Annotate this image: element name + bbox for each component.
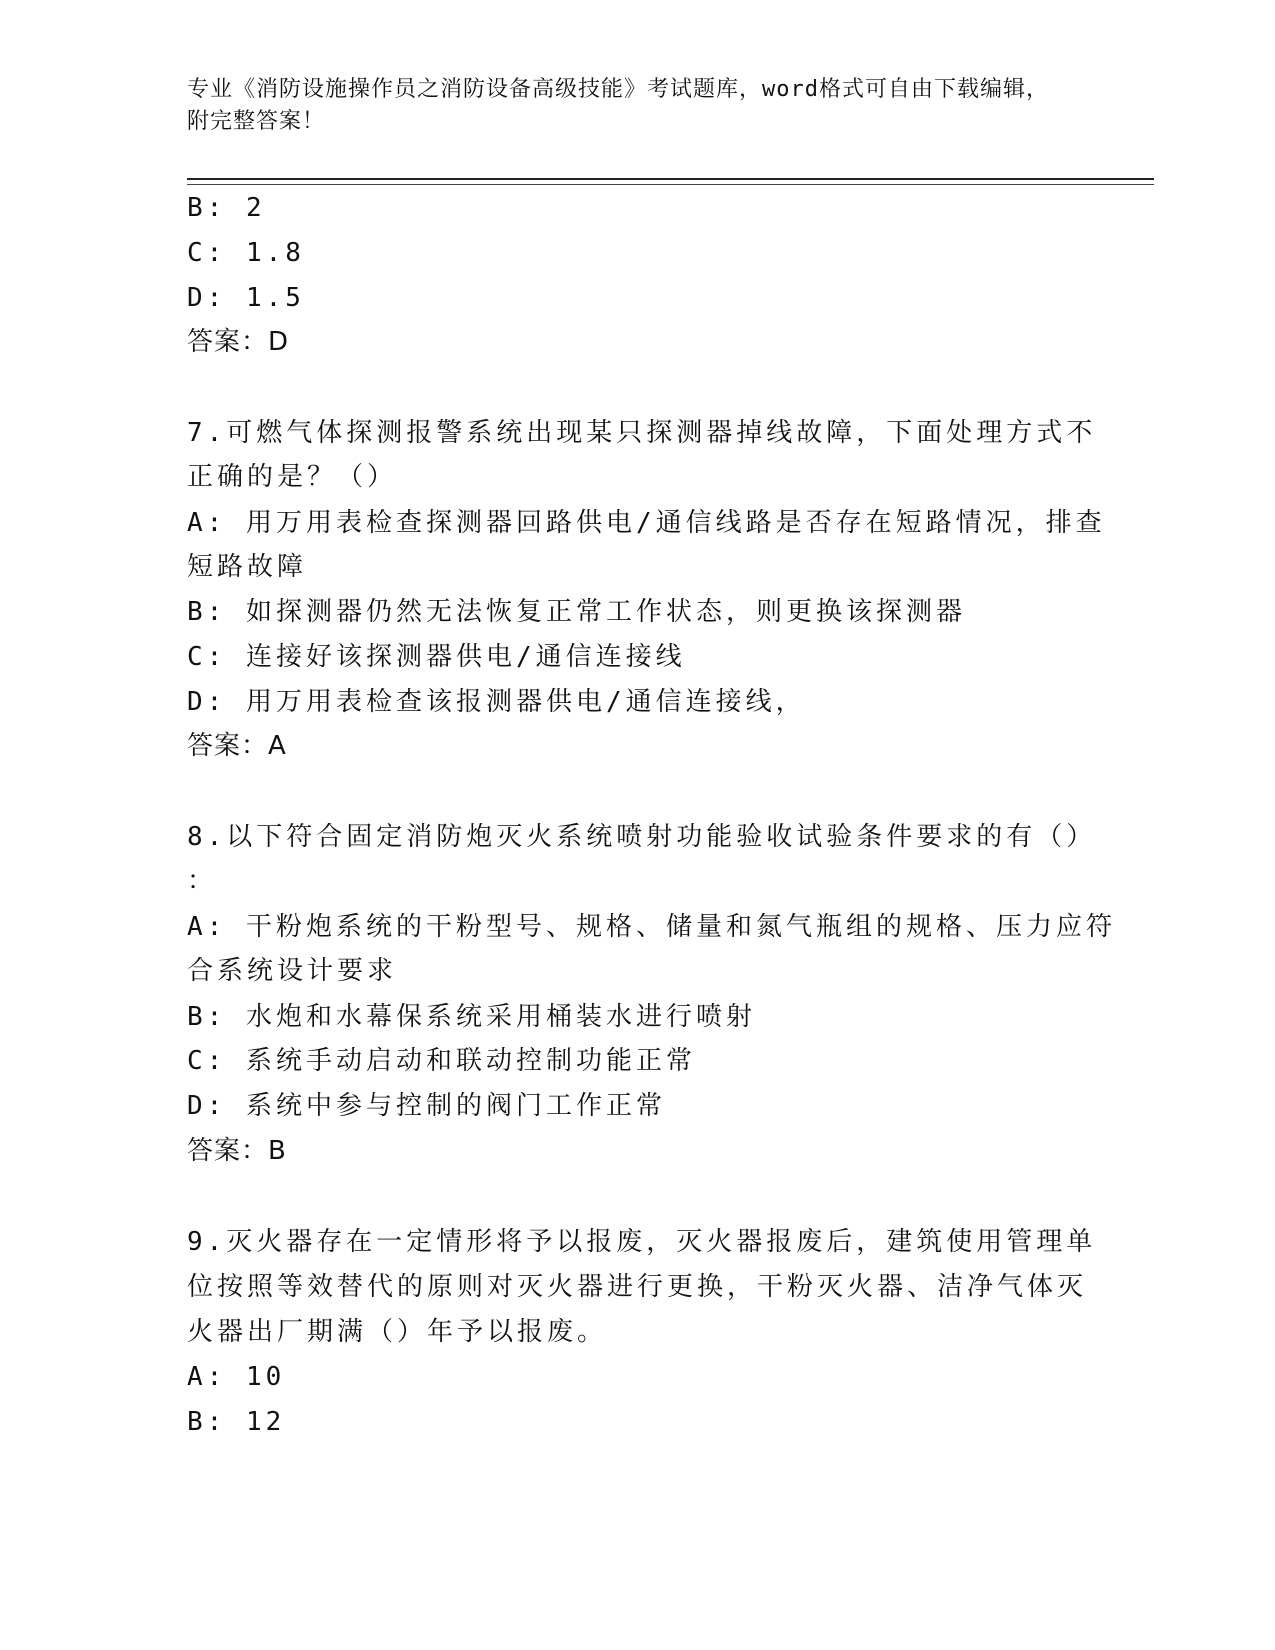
header-divider-thin: [187, 184, 1154, 185]
q8-stem-line-2: ：: [187, 866, 218, 896]
q7-answer: 答案：A: [187, 731, 287, 761]
header-divider-thick: [187, 178, 1154, 180]
q6-answer: 答案：D: [187, 327, 290, 357]
q7-stem-line-1: 7.可燃气体探测报警系统出现某只探测器掉线故障，下面处理方式不: [187, 418, 1097, 448]
q8-stem-line-1: 8.以下符合固定消防炮灭火系统喷射功能验收试验条件要求的有（）: [187, 822, 1097, 852]
q7-option-b: B: 如探测器仍然无法恢复正常工作状态，则更换该探测器: [187, 597, 966, 627]
q6-option-d: D: 1.5: [187, 283, 305, 313]
q6-option-b: B: 2: [187, 193, 266, 223]
q8-option-d: D: 系统中参与控制的阀门工作正常: [187, 1091, 666, 1121]
q7-option-d: D: 用万用表检查该报测器供电/通信连接线，: [187, 687, 806, 717]
q9-option-a: A: 10: [187, 1362, 286, 1392]
q9-option-b: B: 12: [187, 1407, 286, 1437]
q7-option-a-line-2: 短路故障: [187, 552, 308, 582]
q9-stem-line-3: 火器出厂期满（）年予以报废。: [187, 1317, 608, 1347]
q7-option-c: C: 连接好该探测器供电/通信连接线: [187, 642, 686, 672]
q7-option-a-line-1: A: 用万用表检查探测器回路供电/通信线路是否存在短路情况，排查: [187, 508, 1106, 538]
q8-option-b: B: 水炮和水幕保系统采用桶装水进行喷射: [187, 1002, 756, 1032]
q8-option-a-line-2: 合系统设计要求: [187, 956, 398, 986]
q9-stem-line-1: 9.灭火器存在一定情形将予以报废，灭火器报废后，建筑使用管理单: [187, 1227, 1097, 1257]
q7-stem-line-2: 正确的是？（）: [187, 462, 398, 492]
q8-answer: 答案：B: [187, 1136, 287, 1166]
document-header: 专业《消防设施操作员之消防设备高级技能》考试题库，word格式可自由下载编辑，附完整答案！: [187, 77, 1049, 134]
q6-option-c: C: 1.8: [187, 238, 305, 268]
q8-option-a-line-1: A: 干粉炮系统的干粉型号、规格、储量和氮气瓶组的规格、压力应符: [187, 912, 1116, 942]
q8-option-c: C: 系统手动启动和联动控制功能正常: [187, 1046, 696, 1076]
q9-stem-line-2: 位按照等效替代的原则对灭火器进行更换，干粉灭火器、洁净气体灭: [187, 1272, 1088, 1302]
